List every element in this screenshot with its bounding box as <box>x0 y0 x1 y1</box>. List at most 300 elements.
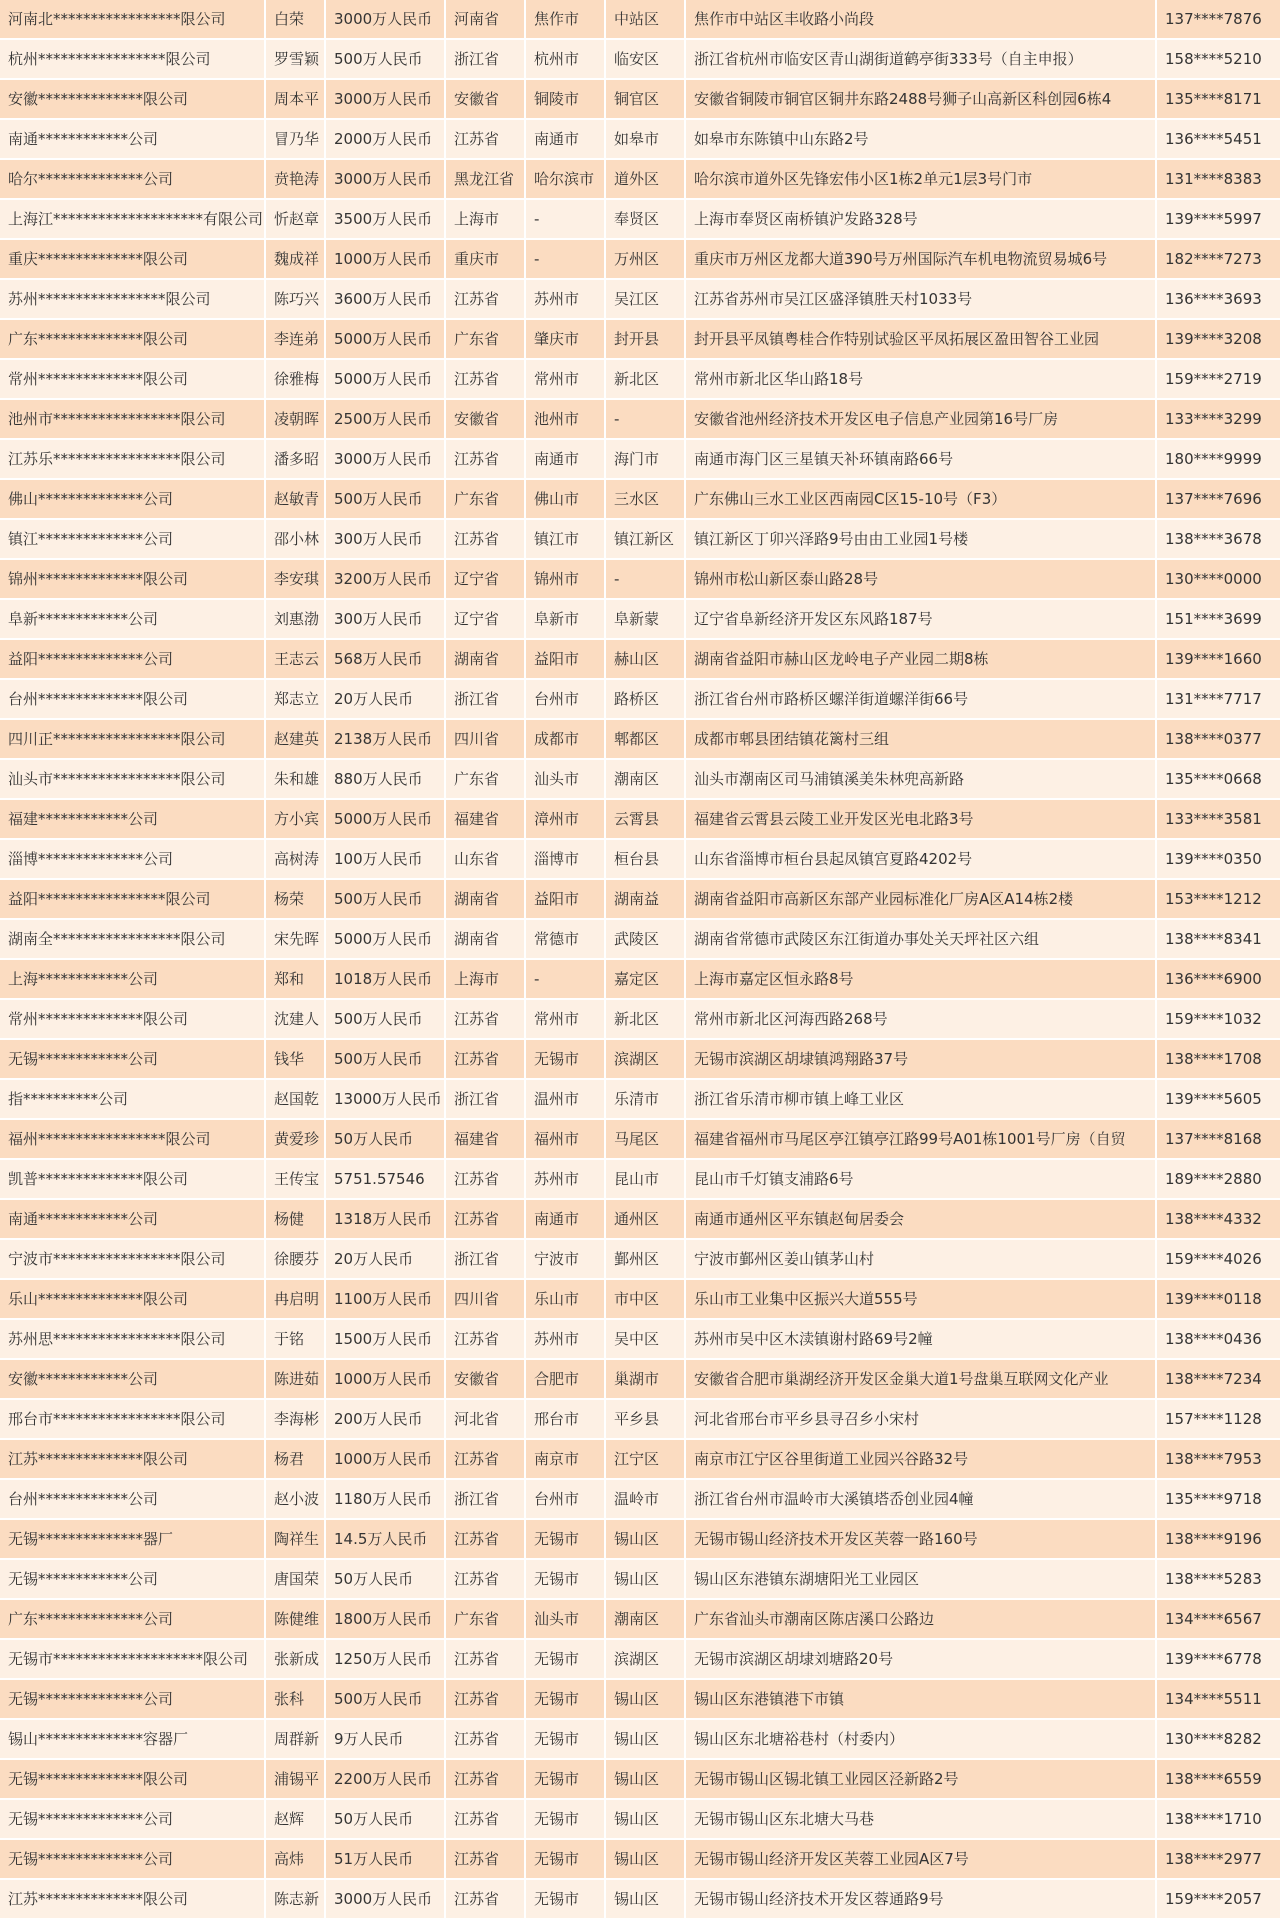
phone-cell: 137****8168 <box>1157 1120 1280 1160</box>
province-cell: 广东省 <box>446 1600 526 1640</box>
province-cell: 山东省 <box>446 840 526 880</box>
province-cell: 江苏省 <box>446 520 526 560</box>
legal-person-cell: 周本平 <box>266 80 326 120</box>
phone-cell: 151****3699 <box>1157 600 1280 640</box>
company-name-cell: 凯普**************限公司 <box>0 1160 266 1200</box>
province-cell: 广东省 <box>446 320 526 360</box>
city-cell: - <box>526 200 606 240</box>
city-cell: 哈尔滨市 <box>526 160 606 200</box>
legal-person-cell: 王传宝 <box>266 1160 326 1200</box>
registered-capital-cell: 50万人民币 <box>326 1800 446 1840</box>
phone-cell: 134****6567 <box>1157 1600 1280 1640</box>
address-cell: 河北省邢台市平乡县寻召乡小宋村 <box>686 1400 1157 1440</box>
company-name-cell: 汕头市*****************限公司 <box>0 760 266 800</box>
company-name-cell: 指**********公司 <box>0 1080 266 1120</box>
legal-person-cell: 贲艳涛 <box>266 160 326 200</box>
registered-capital-cell: 1800万人民币 <box>326 1600 446 1640</box>
address-cell: 成都市郫县团结镇花篱村三组 <box>686 720 1157 760</box>
legal-person-cell: 周群新 <box>266 1720 326 1760</box>
district-cell: 郫都区 <box>606 720 686 760</box>
district-cell: 路桥区 <box>606 680 686 720</box>
phone-cell: 130****8282 <box>1157 1720 1280 1760</box>
province-cell: 黑龙江省 <box>446 160 526 200</box>
city-cell: 合肥市 <box>526 1360 606 1400</box>
district-cell: 封开县 <box>606 320 686 360</box>
legal-person-cell: 郑和 <box>266 960 326 1000</box>
registered-capital-cell: 20万人民币 <box>326 1240 446 1280</box>
company-name-cell: 南通************公司 <box>0 1200 266 1240</box>
address-cell: 无锡市锡山区锡北镇工业园区泾新路2号 <box>686 1760 1157 1800</box>
company-name-cell: 重庆**************限公司 <box>0 240 266 280</box>
province-cell: 江苏省 <box>446 1040 526 1080</box>
legal-person-cell: 高树涛 <box>266 840 326 880</box>
district-cell: 嘉定区 <box>606 960 686 1000</box>
registered-capital-cell: 1318万人民币 <box>326 1200 446 1240</box>
province-cell: 湖南省 <box>446 880 526 920</box>
address-cell: 上海市奉贤区南桥镇沪发路328号 <box>686 200 1157 240</box>
legal-person-cell: 李连弟 <box>266 320 326 360</box>
address-cell: 浙江省台州市温岭市大溪镇塔岙创业园4幢 <box>686 1480 1157 1520</box>
phone-cell: 138****2977 <box>1157 1840 1280 1880</box>
company-name-cell: 江苏**************限公司 <box>0 1440 266 1480</box>
phone-cell: 135****9718 <box>1157 1480 1280 1520</box>
city-cell: 无锡市 <box>526 1720 606 1760</box>
legal-person-cell: 唐国荣 <box>266 1560 326 1600</box>
table-row <box>0 1000 1280 1040</box>
company-name-cell: 无锡**************公司 <box>0 1680 266 1720</box>
table-row <box>0 840 1280 880</box>
phone-cell: 180****9999 <box>1157 440 1280 480</box>
registered-capital-cell: 568万人民币 <box>326 640 446 680</box>
province-cell: 湖南省 <box>446 920 526 960</box>
table-row <box>0 400 1280 440</box>
table-row <box>0 520 1280 560</box>
table-row <box>0 1680 1280 1720</box>
district-cell: 新北区 <box>606 1000 686 1040</box>
city-cell: 南通市 <box>526 1200 606 1240</box>
city-cell: 成都市 <box>526 720 606 760</box>
city-cell: 杭州市 <box>526 40 606 80</box>
phone-cell: 138****0436 <box>1157 1320 1280 1360</box>
district-cell: 潮南区 <box>606 760 686 800</box>
city-cell: 苏州市 <box>526 1320 606 1360</box>
table-row <box>0 1160 1280 1200</box>
district-cell: 锡山区 <box>606 1520 686 1560</box>
table-row <box>0 1320 1280 1360</box>
city-cell: 温州市 <box>526 1080 606 1120</box>
address-cell: 广东佛山三水工业区西南园C区15-10号（F3） <box>686 480 1157 520</box>
city-cell: 淄博市 <box>526 840 606 880</box>
district-cell: 巢湖市 <box>606 1360 686 1400</box>
address-cell: 辽宁省阜新经济开发区东风路187号 <box>686 600 1157 640</box>
table-row <box>0 0 1280 40</box>
city-cell: 邢台市 <box>526 1400 606 1440</box>
registered-capital-cell: 5000万人民币 <box>326 800 446 840</box>
phone-cell: 159****2719 <box>1157 360 1280 400</box>
district-cell: 马尾区 <box>606 1120 686 1160</box>
address-cell: 无锡市锡山经济开发区芙蓉工业园A区7号 <box>686 1840 1157 1880</box>
legal-person-cell: 赵小波 <box>266 1480 326 1520</box>
province-cell: 辽宁省 <box>446 560 526 600</box>
city-cell: 苏州市 <box>526 280 606 320</box>
city-cell: 汕头市 <box>526 760 606 800</box>
phone-cell: 136****6900 <box>1157 960 1280 1000</box>
district-cell: 平乡县 <box>606 1400 686 1440</box>
city-cell: 阜新市 <box>526 600 606 640</box>
phone-cell: 138****4332 <box>1157 1200 1280 1240</box>
registered-capital-cell: 20万人民币 <box>326 680 446 720</box>
address-cell: 浙江省杭州市临安区青山湖街道鹤亭街333号（自主申报） <box>686 40 1157 80</box>
table-row <box>0 1240 1280 1280</box>
table-row <box>0 440 1280 480</box>
company-name-cell: 福建************公司 <box>0 800 266 840</box>
legal-person-cell: 潘多昭 <box>266 440 326 480</box>
province-cell: 河南省 <box>446 0 526 40</box>
province-cell: 安徽省 <box>446 80 526 120</box>
company-name-cell: 苏州*****************限公司 <box>0 280 266 320</box>
table-row <box>0 560 1280 600</box>
province-cell: 四川省 <box>446 720 526 760</box>
phone-cell: 159****4026 <box>1157 1240 1280 1280</box>
table-row <box>0 360 1280 400</box>
registered-capital-cell: 5751.57546 <box>326 1160 446 1200</box>
province-cell: 江苏省 <box>446 1640 526 1680</box>
legal-person-cell: 张科 <box>266 1680 326 1720</box>
legal-person-cell: 张新成 <box>266 1640 326 1680</box>
table-row <box>0 280 1280 320</box>
company-name-cell: 河南北*****************限公司 <box>0 0 266 40</box>
legal-person-cell: 赵辉 <box>266 1800 326 1840</box>
company-name-cell: 哈尔**************公司 <box>0 160 266 200</box>
table-row <box>0 1080 1280 1120</box>
city-cell: - <box>526 240 606 280</box>
city-cell: 南通市 <box>526 120 606 160</box>
company-name-cell: 无锡**************限公司 <box>0 1760 266 1800</box>
address-cell: 昆山市千灯镇支浦路6号 <box>686 1160 1157 1200</box>
table-row <box>0 760 1280 800</box>
city-cell: 无锡市 <box>526 1800 606 1840</box>
province-cell: 江苏省 <box>446 440 526 480</box>
district-cell: - <box>606 560 686 600</box>
table-row <box>0 1640 1280 1680</box>
registered-capital-cell: 1250万人民币 <box>326 1640 446 1680</box>
province-cell: 江苏省 <box>446 360 526 400</box>
address-cell: 镇江新区丁卯兴泽路9号由由工业园1号楼 <box>686 520 1157 560</box>
registered-capital-cell: 50万人民币 <box>326 1560 446 1600</box>
city-cell: 无锡市 <box>526 1520 606 1560</box>
company-name-cell: 江苏**************限公司 <box>0 1880 266 1920</box>
district-cell: 锡山区 <box>606 1680 686 1720</box>
province-cell: 江苏省 <box>446 120 526 160</box>
district-cell: 滨湖区 <box>606 1040 686 1080</box>
district-cell: 道外区 <box>606 160 686 200</box>
registered-capital-cell: 2000万人民币 <box>326 120 446 160</box>
legal-person-cell: 赵敏青 <box>266 480 326 520</box>
district-cell: 如皋市 <box>606 120 686 160</box>
province-cell: 福建省 <box>446 800 526 840</box>
district-cell: 阜新蒙 <box>606 600 686 640</box>
city-cell: 池州市 <box>526 400 606 440</box>
registered-capital-cell: 13000万人民币 <box>326 1080 446 1120</box>
phone-cell: 138****1710 <box>1157 1800 1280 1840</box>
legal-person-cell: 邵小林 <box>266 520 326 560</box>
legal-person-cell: 高炜 <box>266 1840 326 1880</box>
district-cell: 三水区 <box>606 480 686 520</box>
province-cell: 江苏省 <box>446 1680 526 1720</box>
city-cell: 肇庆市 <box>526 320 606 360</box>
company-name-cell: 广东**************限公司 <box>0 320 266 360</box>
phone-cell: 138****9196 <box>1157 1520 1280 1560</box>
phone-cell: 130****0000 <box>1157 560 1280 600</box>
registered-capital-cell: 300万人民币 <box>326 520 446 560</box>
company-name-cell: 乐山**************限公司 <box>0 1280 266 1320</box>
phone-cell: 134****5511 <box>1157 1680 1280 1720</box>
address-cell: 重庆市万州区龙都大道390号万州国际汽车机电物流贸易城6号 <box>686 240 1157 280</box>
table-row <box>0 1560 1280 1600</box>
registered-capital-cell: 3000万人民币 <box>326 440 446 480</box>
province-cell: 湖南省 <box>446 640 526 680</box>
legal-person-cell: 凌朝晖 <box>266 400 326 440</box>
registered-capital-cell: 1000万人民币 <box>326 1360 446 1400</box>
province-cell: 江苏省 <box>446 1160 526 1200</box>
company-name-cell: 无锡************公司 <box>0 1040 266 1080</box>
legal-person-cell: 魏成祥 <box>266 240 326 280</box>
company-name-cell: 杭州*****************限公司 <box>0 40 266 80</box>
address-cell: 无锡市锡山区东北塘大马巷 <box>686 1800 1157 1840</box>
table-row <box>0 1800 1280 1840</box>
table-row <box>0 1520 1280 1560</box>
district-cell: 通州区 <box>606 1200 686 1240</box>
phone-cell: 189****2880 <box>1157 1160 1280 1200</box>
registered-capital-cell: 1000万人民币 <box>326 1440 446 1480</box>
legal-person-cell: 赵建英 <box>266 720 326 760</box>
legal-person-cell: 冒乃华 <box>266 120 326 160</box>
table-row <box>0 1480 1280 1520</box>
registered-capital-cell: 5000万人民币 <box>326 920 446 960</box>
registered-capital-cell: 51万人民币 <box>326 1840 446 1880</box>
city-cell: 常州市 <box>526 1000 606 1040</box>
legal-person-cell: 钱华 <box>266 1040 326 1080</box>
registered-capital-cell: 5000万人民币 <box>326 320 446 360</box>
table-row <box>0 480 1280 520</box>
province-cell: 江苏省 <box>446 1000 526 1040</box>
table-row <box>0 920 1280 960</box>
district-cell: 乐清市 <box>606 1080 686 1120</box>
phone-cell: 159****1032 <box>1157 1000 1280 1040</box>
legal-person-cell: 徐雅梅 <box>266 360 326 400</box>
address-cell: 上海市嘉定区恒永路8号 <box>686 960 1157 1000</box>
phone-cell: 139****5997 <box>1157 200 1280 240</box>
district-cell: 万州区 <box>606 240 686 280</box>
registered-capital-cell: 50万人民币 <box>326 1120 446 1160</box>
city-cell: 锦州市 <box>526 560 606 600</box>
legal-person-cell: 沈建人 <box>266 1000 326 1040</box>
phone-cell: 131****7717 <box>1157 680 1280 720</box>
table-row <box>0 1200 1280 1240</box>
address-cell: 常州市新北区河海西路268号 <box>686 1000 1157 1040</box>
table-row <box>0 600 1280 640</box>
city-cell: 镇江市 <box>526 520 606 560</box>
city-cell: 台州市 <box>526 1480 606 1520</box>
phone-cell: 136****3693 <box>1157 280 1280 320</box>
table-row <box>0 1840 1280 1880</box>
phone-cell: 138****3678 <box>1157 520 1280 560</box>
city-cell: 佛山市 <box>526 480 606 520</box>
city-cell: 无锡市 <box>526 1560 606 1600</box>
registered-capital-cell: 2500万人民币 <box>326 400 446 440</box>
province-cell: 安徽省 <box>446 1360 526 1400</box>
city-cell: 宁波市 <box>526 1240 606 1280</box>
city-cell: 无锡市 <box>526 1840 606 1880</box>
district-cell: 温岭市 <box>606 1480 686 1520</box>
phone-cell: 138****8341 <box>1157 920 1280 960</box>
district-cell: 昆山市 <box>606 1160 686 1200</box>
address-cell: 安徽省合肥市巢湖经济开发区金巢大道1号盘巢互联网文化产业 <box>686 1360 1157 1400</box>
address-cell: 浙江省乐清市柳市镇上峰工业区 <box>686 1080 1157 1120</box>
address-cell: 山东省淄博市桓台县起凤镇宫夏路4202号 <box>686 840 1157 880</box>
district-cell: 锡山区 <box>606 1880 686 1920</box>
address-cell: 南京市江宁区谷里街道工业园兴谷路32号 <box>686 1440 1157 1480</box>
company-name-cell: 安徽**************限公司 <box>0 80 266 120</box>
city-cell: 福州市 <box>526 1120 606 1160</box>
city-cell: 苏州市 <box>526 1160 606 1200</box>
legal-person-cell: 李安琪 <box>266 560 326 600</box>
province-cell: 安徽省 <box>446 400 526 440</box>
address-cell: 湖南省常德市武陵区东江街道办事处关天坪社区六组 <box>686 920 1157 960</box>
company-name-cell: 南通************公司 <box>0 120 266 160</box>
company-name-cell: 台州**************限公司 <box>0 680 266 720</box>
table-row <box>0 1880 1280 1920</box>
table-row <box>0 40 1280 80</box>
city-cell: 无锡市 <box>526 1760 606 1800</box>
table-row <box>0 1600 1280 1640</box>
province-cell: 广东省 <box>446 480 526 520</box>
registered-capital-cell: 300万人民币 <box>326 600 446 640</box>
province-cell: 浙江省 <box>446 680 526 720</box>
phone-cell: 137****7876 <box>1157 0 1280 40</box>
address-cell: 安徽省铜陵市铜官区铜井东路2488号狮子山高新区科创园6栋4 <box>686 80 1157 120</box>
registered-capital-cell: 880万人民币 <box>326 760 446 800</box>
phone-cell: 138****5283 <box>1157 1560 1280 1600</box>
phone-cell: 139****0118 <box>1157 1280 1280 1320</box>
legal-person-cell: 杨健 <box>266 1200 326 1240</box>
registered-capital-cell: 1000万人民币 <box>326 240 446 280</box>
province-cell: 江苏省 <box>446 1520 526 1560</box>
district-cell: 滨湖区 <box>606 1640 686 1680</box>
legal-person-cell: 陈志新 <box>266 1880 326 1920</box>
table-row <box>0 1400 1280 1440</box>
address-cell: 湖南省益阳市高新区东部产业园标准化厂房A区A14栋2楼 <box>686 880 1157 920</box>
company-name-cell: 宁波市*****************限公司 <box>0 1240 266 1280</box>
company-name-cell: 四川正*****************限公司 <box>0 720 266 760</box>
registered-capital-cell: 3500万人民币 <box>326 200 446 240</box>
address-cell: 南通市海门区三星镇天补环镇南路66号 <box>686 440 1157 480</box>
city-cell: 常德市 <box>526 920 606 960</box>
company-name-cell: 常州**************限公司 <box>0 1000 266 1040</box>
city-cell: 南通市 <box>526 440 606 480</box>
phone-cell: 131****8383 <box>1157 160 1280 200</box>
company-name-cell: 阜新************公司 <box>0 600 266 640</box>
province-cell: 福建省 <box>446 1120 526 1160</box>
address-cell: 湖南省益阳市赫山区龙岭电子产业园二期8栋 <box>686 640 1157 680</box>
registered-capital-cell: 3200万人民币 <box>326 560 446 600</box>
company-name-cell: 台州************公司 <box>0 1480 266 1520</box>
company-name-cell: 池州市*****************限公司 <box>0 400 266 440</box>
registered-capital-cell: 1180万人民币 <box>326 1480 446 1520</box>
company-name-cell: 镇江**************公司 <box>0 520 266 560</box>
address-cell: 无锡市滨湖区胡埭镇鸿翔路37号 <box>686 1040 1157 1080</box>
phone-cell: 157****1128 <box>1157 1400 1280 1440</box>
city-cell: 益阳市 <box>526 880 606 920</box>
legal-person-cell: 浦锡平 <box>266 1760 326 1800</box>
district-cell: 云霄县 <box>606 800 686 840</box>
phone-cell: 137****7696 <box>1157 480 1280 520</box>
registered-capital-cell: 500万人民币 <box>326 1000 446 1040</box>
province-cell: 上海市 <box>446 200 526 240</box>
company-name-cell: 常州**************限公司 <box>0 360 266 400</box>
district-cell: 海门市 <box>606 440 686 480</box>
address-cell: 广东省汕头市潮南区陈店溪口公路边 <box>686 1600 1157 1640</box>
city-cell: 益阳市 <box>526 640 606 680</box>
legal-person-cell: 方小宾 <box>266 800 326 840</box>
phone-cell: 139****6778 <box>1157 1640 1280 1680</box>
company-name-cell: 安徽************公司 <box>0 1360 266 1400</box>
city-cell: 台州市 <box>526 680 606 720</box>
table-row <box>0 680 1280 720</box>
address-cell: 江苏省苏州市吴江区盛泽镇胜天村1033号 <box>686 280 1157 320</box>
registered-capital-cell: 500万人民币 <box>326 40 446 80</box>
district-cell: 铜官区 <box>606 80 686 120</box>
phone-cell: 153****1212 <box>1157 880 1280 920</box>
province-cell: 江苏省 <box>446 1440 526 1480</box>
phone-cell: 158****5210 <box>1157 40 1280 80</box>
registered-capital-cell: 14.5万人民币 <box>326 1520 446 1560</box>
company-name-cell: 江苏乐*****************限公司 <box>0 440 266 480</box>
address-cell: 无锡市滨湖区胡埭刘塘路20号 <box>686 1640 1157 1680</box>
address-cell: 无锡市锡山经济技术开发区芙蓉一路160号 <box>686 1520 1157 1560</box>
phone-cell: 139****5605 <box>1157 1080 1280 1120</box>
district-cell: 奉贤区 <box>606 200 686 240</box>
legal-person-cell: 白荣 <box>266 0 326 40</box>
legal-person-cell: 李海彬 <box>266 1400 326 1440</box>
legal-person-cell: 郑志立 <box>266 680 326 720</box>
address-cell: 哈尔滨市道外区先锋宏伟小区1栋2单元1层3号门市 <box>686 160 1157 200</box>
registered-capital-cell: 3000万人民币 <box>326 80 446 120</box>
phone-cell: 138****6559 <box>1157 1760 1280 1800</box>
phone-cell: 133****3581 <box>1157 800 1280 840</box>
province-cell: 江苏省 <box>446 1800 526 1840</box>
district-cell: 鄞州区 <box>606 1240 686 1280</box>
table-row <box>0 1280 1280 1320</box>
registered-capital-cell: 100万人民币 <box>326 840 446 880</box>
table-row <box>0 200 1280 240</box>
company-name-cell: 上海************公司 <box>0 960 266 1000</box>
district-cell: 潮南区 <box>606 1600 686 1640</box>
district-cell: 武陵区 <box>606 920 686 960</box>
legal-person-cell: 徐腰芬 <box>266 1240 326 1280</box>
legal-person-cell: 陶祥生 <box>266 1520 326 1560</box>
province-cell: 江苏省 <box>446 1720 526 1760</box>
phone-cell: 159****2057 <box>1157 1880 1280 1920</box>
legal-person-cell: 陈健维 <box>266 1600 326 1640</box>
phone-cell: 182****7273 <box>1157 240 1280 280</box>
company-name-cell: 益阳*****************限公司 <box>0 880 266 920</box>
province-cell: 江苏省 <box>446 1200 526 1240</box>
company-name-cell: 淄博**************公司 <box>0 840 266 880</box>
phone-cell: 138****7234 <box>1157 1360 1280 1400</box>
province-cell: 四川省 <box>446 1280 526 1320</box>
registered-capital-cell: 1500万人民币 <box>326 1320 446 1360</box>
